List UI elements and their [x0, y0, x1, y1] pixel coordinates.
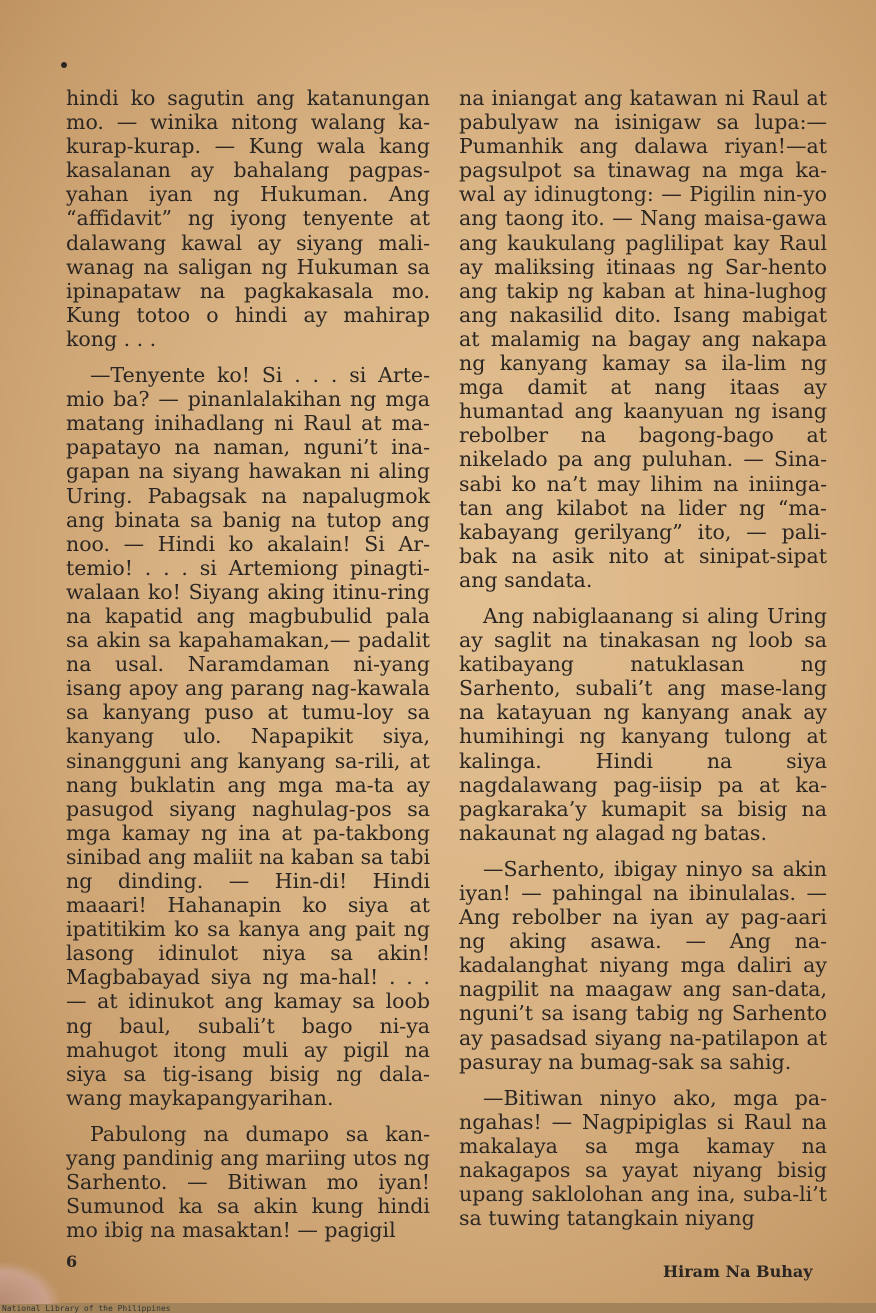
- paragraph: —Tenyente ko! Si . . . si Arte-mio ba? — pinanlalakihan ng mga matang inihadlang ni Raul at ma-papatayo na naman, nguni’t ina-gapan na siyang hawakan ni aling Uring. Pabagsak na napalugmok ang binata sa banig na tutop ang noo. — Hindi ko akalain! Si Ar-temio! . . . si Artemiong pinagti-walaan ko! Siyang aking itinu-ring na kapatid ang magbubulid pala sa akin sa kapahamakan,— padalit na usal. Naramdaman ni-yang isang apoy ang parang nag-kawala sa kanyang puso at tumu-loy sa kanyang ulo. Napapikit siya, sinangguni ang kanyang sa-rili, at nang buklatin ang mga ma-ta ay pasugod siyang naghulag-pos sa mga kamay ng ina at pa-takbong sinibad ang maliit na kaban sa tabi ng dinding. — Hin-di! Hindi maaari! Hahanapin ko siya at ipatitikim ko sa kanya ang pait ng lasong idinulot niya sa akin! Magbabayad siya ng ma-hal! . . . — at idinukot ang kamay sa loob ng baul, subali’t bago ni-ya mahugot itong muli ay pigil na siya sa tig-isang bisig ng dala-wang maykapangyarihan.: [66, 363, 431, 1110]
- paragraph: Ang nabiglaanang si aling Uring ay saglit na tinakasan ng loob sa katibayang natuklasan ng Sarhento, subali’t ang mase-lang na katayuan ng kanyang anak ay humihingi ng kanyang tulong at kalinga. Hindi na siya nagdalawang pag-iisip pa at ka-pagkaraka’y kumapit sa bisig na nakaunat ng alagad ng batas.: [459, 603, 827, 845]
- paragraph: na iniangat ang katawan ni Raul at pabulyaw na isinigaw sa lupa:— Pumanhik ang dalawa riyan!—at pagsulpot sa tinawag na mga ka-wal ay idinugtong: — Pigilin nin-yo ang taong ito. — Nang maisa-gawa ang kaukulang paglilipat kay Raul ay maliksing itinaas ng Sar-hento ang takip ng kaban at hina-lughog ang nakasilid dito. Isang mabigat at malamig na bagay ang nakapa ng kanyang kamay sa ila-lim ng mga damit at nang itaas ay humantad ang kaanyuan ng isang rebolber na bagong-bago at nikelado pa ang puluhan. — Sina-sabi ko na’t may lihim na iniinga-tan ang kilabot na lider ng “ma-kabayang gerilyang” ito, — pali-bak na asik nito at sinipat-sipat ang sandata.: [459, 86, 827, 592]
- ink-dot: [61, 62, 67, 68]
- paragraph: —Bitiwan ninyo ako, mga pa-ngahas! — Nagpipiglas si Raul na makalaya sa mga kamay na nakagapos sa yayat niyang bisig upang saklolohan ang ina, suba-li’t sa tuwing tatangkain niyang: [459, 1085, 827, 1231]
- thumb-shadow: [0, 1262, 60, 1304]
- scan-credit: National Library of the Philippines: [2, 1304, 171, 1313]
- paragraph: Pabulong na dumapo sa kan-yang pandinig ang mariing utos ng Sarhento. — Bitiwan mo iyan! Sumunod ka sa akin kung hindi mo ibig na masaktan! — pagigil: [66, 1121, 430, 1243]
- left-column: [66, 86, 430, 1242]
- paragraph: —Sarhento, ibigay ninyo sa akin iyan! — pahingal na ibinulalas. —Ang rebolber na iyan ay pag-aari ng aking asawa. — Ang na-kadalanghat niyang mga daliri ay nagpilit na maagaw ang san-data, nguni’t sa isang tabig ng Sarhento ay pasadsad siyang na-patilapon at pasuray na bumag-sak sa sahig.: [459, 856, 827, 1074]
- right-column: [459, 86, 827, 1230]
- running-footer: Hiram Na Buhay: [663, 1262, 813, 1281]
- page-number: 6: [66, 1252, 78, 1271]
- paragraph: hindi ko sagutin ang katanungan mo. — winika nitong walang ka-kurap-kurap. — Kung wala kang kasalanan ay bahalang pagpas-yahan iyan ng Hukuman. Ang “affidavit” ng iyong tenyente at dalawang kawal ay siyang mali-wanag na saligan ng Hukuman sa ipinapataw na pagkakasala mo. Kung totoo o hindi ay mahirap kong . . .: [66, 86, 430, 351]
